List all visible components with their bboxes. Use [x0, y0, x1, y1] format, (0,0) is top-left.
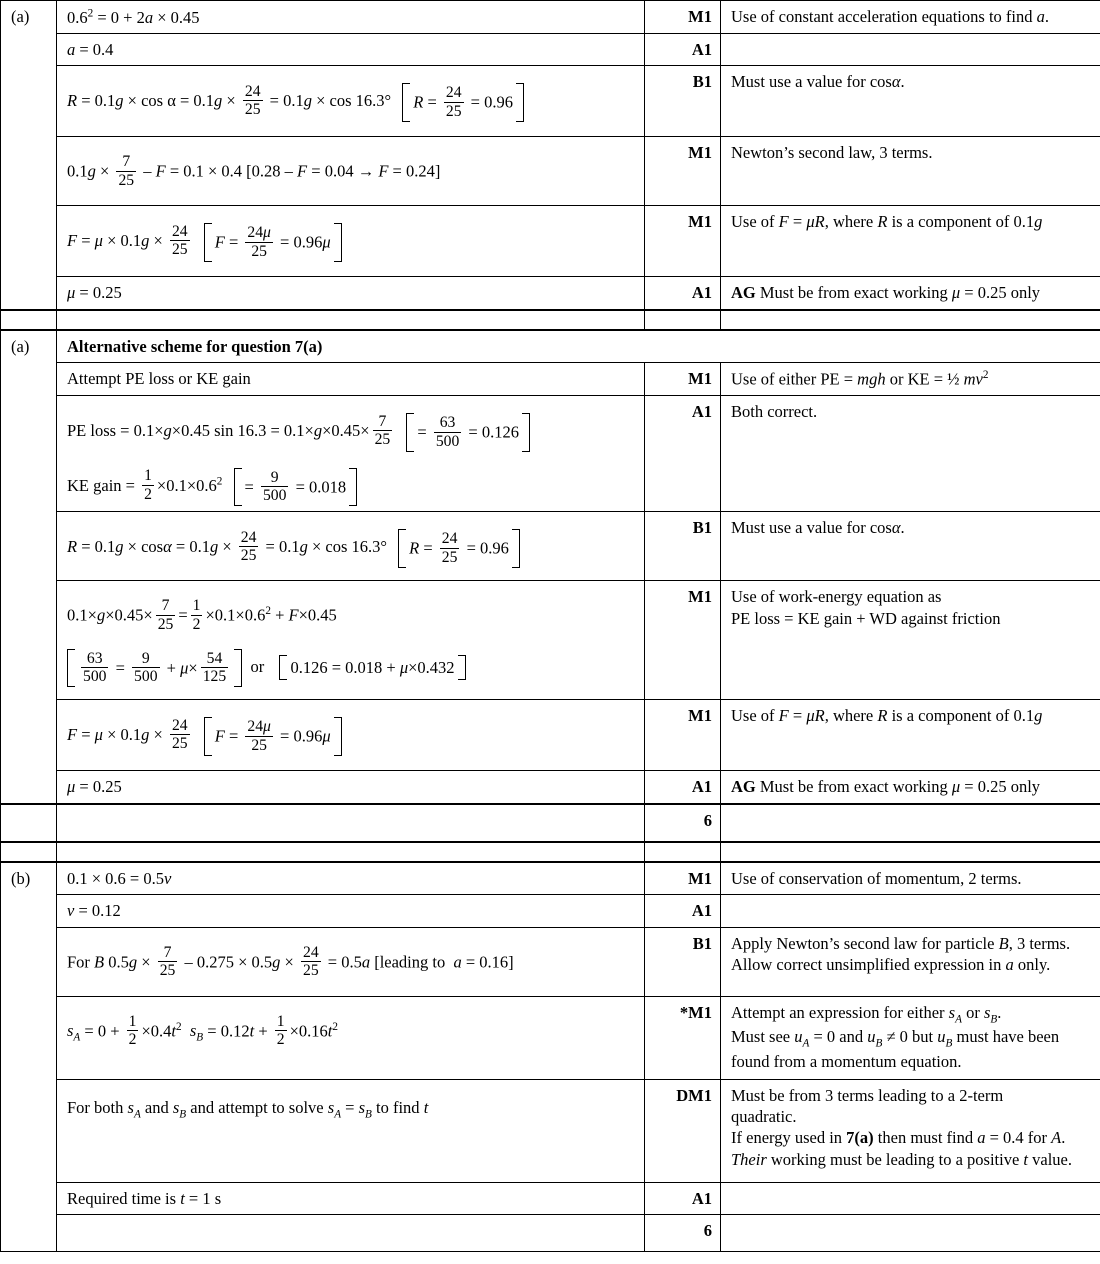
- working-cell: a = 0.4: [57, 33, 645, 65]
- table-row: [1, 363, 1100, 396]
- note-cell: Both correct.: [721, 396, 1100, 512]
- total-mark-a: 6: [645, 804, 721, 841]
- note-cell: [721, 1079, 1100, 1182]
- note-cell: [721, 895, 1100, 927]
- mark-scheme-table-section-a: [0, 0, 1100, 310]
- note-cell: [721, 996, 1100, 1079]
- table-row-total: [1, 1214, 1100, 1251]
- working-cell: μ = 0.25: [57, 277, 645, 309]
- table-row: [1, 1, 1100, 34]
- note-line: Allow correct unsimplified expression in a only.: [731, 954, 1051, 974]
- note-line: Attempt an expression for either $s_A$ or $s_B$.: [731, 1002, 1002, 1025]
- alt-scheme-heading: Alternative scheme for question 7(a): [57, 330, 1100, 362]
- note-cell: Use of conservation of momentum, 2 terms.: [721, 862, 1100, 894]
- mark-cell: A1: [645, 277, 721, 309]
- working-cell: R = 0.1g × cosα = 0.1g × $\frac{24}{25}$ = 0.1g × cos 16.3° R = $\frac{24}{25}$ = 0.96: [57, 512, 645, 581]
- table-row: [1, 66, 1100, 137]
- working-cell: v = 0.12: [57, 895, 645, 927]
- note-cell: [721, 927, 1100, 996]
- table-row: [1, 33, 1100, 65]
- mark-scheme-table-section-b: [0, 862, 1100, 1252]
- note-cell: [721, 804, 1100, 841]
- working-cell: PE loss = 0.1×g×0.45 sin 16.3 = 0.1×g×0.45× $\frac{7}{25}$ = $\frac{63}{500}$ = 0.126 KE gain = $\frac{1}{2}$ $\times 0.1\times 0.6^2$ = $\frac{9}{500}$ = 0.018: [57, 396, 645, 512]
- working-cell: F = μ × 0.1g × $\frac{24}{25}$ F = $\frac{24\mu}{25}$ = 0.96μ: [57, 206, 645, 277]
- working-cell-empty: [57, 1214, 645, 1251]
- note-cell: AG Must be from exact working μ = 0.25 only: [721, 277, 1100, 309]
- note-cell: [721, 1214, 1100, 1251]
- working-cell-empty: [57, 804, 645, 841]
- table-row-total: [1, 804, 1100, 841]
- working-cell: 0.1g × $\frac{7}{25}$ – F = 0.1 × 0.4 [0.28 – F = 0.04 → F = 0.24]: [57, 137, 645, 206]
- note-cell: Must use a value for cosα.: [721, 512, 1100, 581]
- mark-cell: DM1: [645, 1079, 721, 1182]
- separator-bar: [721, 310, 1100, 329]
- note-line: quadratic.: [731, 1106, 797, 1126]
- mark-cell: A1: [645, 1182, 721, 1214]
- mark-cell: M1: [645, 581, 721, 700]
- note-line: Must see $u_A = 0$ and $u_B \ne 0$ but $u_B$ must have been: [731, 1027, 1060, 1050]
- separator-row: [1, 842, 1100, 861]
- separator-row: [1, 310, 1100, 329]
- table-row: [1, 996, 1100, 1079]
- separator-bar: [645, 842, 721, 861]
- working-cell: 0.1×g×0.45× $\frac{7}{25}$ = $\frac{1}{2}$ $\times 0.1\times 0.6^2 + F\times 0.45$ $\frac{63}{500}$ = $\frac{9}{500}$ + μ× $\frac{54}{125}$ or 0.126 = 0.018 + μ×0.432: [57, 581, 645, 700]
- working-cell: F = μ × 0.1g × $\frac{24}{25}$ F = $\frac{24\mu}{25}$ = 0.96μ: [57, 700, 645, 771]
- working-cell: Required time is t = 1 s: [57, 1182, 645, 1214]
- note-line: PE loss = KE gain + WD against friction: [731, 608, 1001, 628]
- table-row: [1, 1079, 1100, 1182]
- total-mark-b: 6: [645, 1214, 721, 1251]
- section-separator-b: [0, 842, 1100, 862]
- table-row: [1, 895, 1100, 927]
- note-cell: Use of either PE = mgh or KE = ½ $mv^2$: [721, 363, 1100, 396]
- note-cell: Must use a value for cosα.: [721, 66, 1100, 137]
- note-line: Their working must be leading to a positive t value.: [731, 1149, 1072, 1169]
- working-cell: $s_A = 0$ + $\frac{1}{2}$ $\times 0.4t^2$ $s_B = 0.12t$ + $\frac{1}{2}$ $\times 0.16t^2$: [57, 996, 645, 1079]
- total-label-spacer: [1, 804, 57, 841]
- table-row: [1, 330, 1100, 362]
- table-row: [1, 277, 1100, 309]
- separator-bar: [721, 842, 1100, 861]
- note-cell: Newton’s second law, 3 terms.: [721, 137, 1100, 206]
- table-row: [1, 771, 1100, 803]
- mark-cell: M1: [645, 1, 721, 34]
- table-row: [1, 700, 1100, 771]
- mark-cell: M1: [645, 206, 721, 277]
- table-row: [1, 512, 1100, 581]
- note-cell: [721, 581, 1100, 700]
- working-cell: R = 0.1g × cos α = 0.1g × $\frac{24}{25}$ = 0.1g × cos 16.3° R = $\frac{24}{25}$ = 0.96: [57, 66, 645, 137]
- mark-scheme-table-section-a-alt: [0, 330, 1100, 804]
- mark-cell: M1: [645, 137, 721, 206]
- mark-cell: B1: [645, 927, 721, 996]
- note-line: Use of work-energy equation as: [731, 587, 942, 607]
- part-label-a: (a): [1, 1, 57, 310]
- mark-cell: B1: [645, 66, 721, 137]
- table-row: [1, 862, 1100, 894]
- note-cell: Use of constant acceleration equations to find a.: [721, 1, 1100, 34]
- note-cell: Use of F = μR, where R is a component of 0.1g: [721, 700, 1100, 771]
- separator-bar: [645, 310, 721, 329]
- note-cell: AG Must be from exact working μ = 0.25 only: [721, 771, 1100, 803]
- separator-spacer: [1, 310, 57, 329]
- mark-cell: A1: [645, 771, 721, 803]
- separator-bar: [57, 842, 645, 861]
- separator-spacer: [1, 842, 57, 861]
- working-cell: $0.6^2 = 0 + 2a \times 0.45$: [57, 1, 645, 34]
- table-row: [1, 927, 1100, 996]
- working-cell: μ = 0.25: [57, 771, 645, 803]
- mark-cell: M1: [645, 862, 721, 894]
- working-cell: Attempt PE loss or KE gain: [57, 363, 645, 396]
- table-row: [1, 206, 1100, 277]
- note-line: Must be from 3 terms leading to a 2-term: [731, 1085, 1004, 1105]
- mark-cell: *M1: [645, 996, 721, 1079]
- note-line: Apply Newton’s second law for particle B, 3 terms.: [731, 933, 1071, 953]
- table-row: [1, 1182, 1100, 1214]
- mark-scheme-total-a: [0, 804, 1100, 842]
- note-cell: [721, 1182, 1100, 1214]
- mark-cell: A1: [645, 396, 721, 512]
- working-cell: 0.1 × 0.6 = 0.5v: [57, 862, 645, 894]
- part-label-b: (b): [1, 862, 57, 1251]
- mark-cell: A1: [645, 33, 721, 65]
- mark-cell: M1: [645, 700, 721, 771]
- mark-cell: A1: [645, 895, 721, 927]
- table-row: [1, 396, 1100, 512]
- mark-cell: B1: [645, 512, 721, 581]
- separator-bar: [57, 310, 645, 329]
- part-label-a-alt: (a): [1, 330, 57, 803]
- working-cell: For both $s_A$ and $s_B$ and attempt to solve $s_A = s_B$ to find t: [57, 1079, 645, 1182]
- table-row: [1, 581, 1100, 700]
- section-separator-a: [0, 310, 1100, 330]
- table-row: [1, 137, 1100, 206]
- note-line: If energy used in 7(a) then must find a = 0.4 for A.: [731, 1128, 1066, 1148]
- note-cell: Use of F = μR, where R is a component of 0.1g: [721, 206, 1100, 277]
- working-cell: For B 0.5g × $\frac{7}{25}$ – 0.275 × 0.5g × $\frac{24}{25}$ = 0.5a [leading to a = 0.16]: [57, 927, 645, 996]
- note-cell: [721, 33, 1100, 65]
- note-line: found from a momentum equation.: [731, 1052, 962, 1072]
- mark-cell: M1: [645, 363, 721, 396]
